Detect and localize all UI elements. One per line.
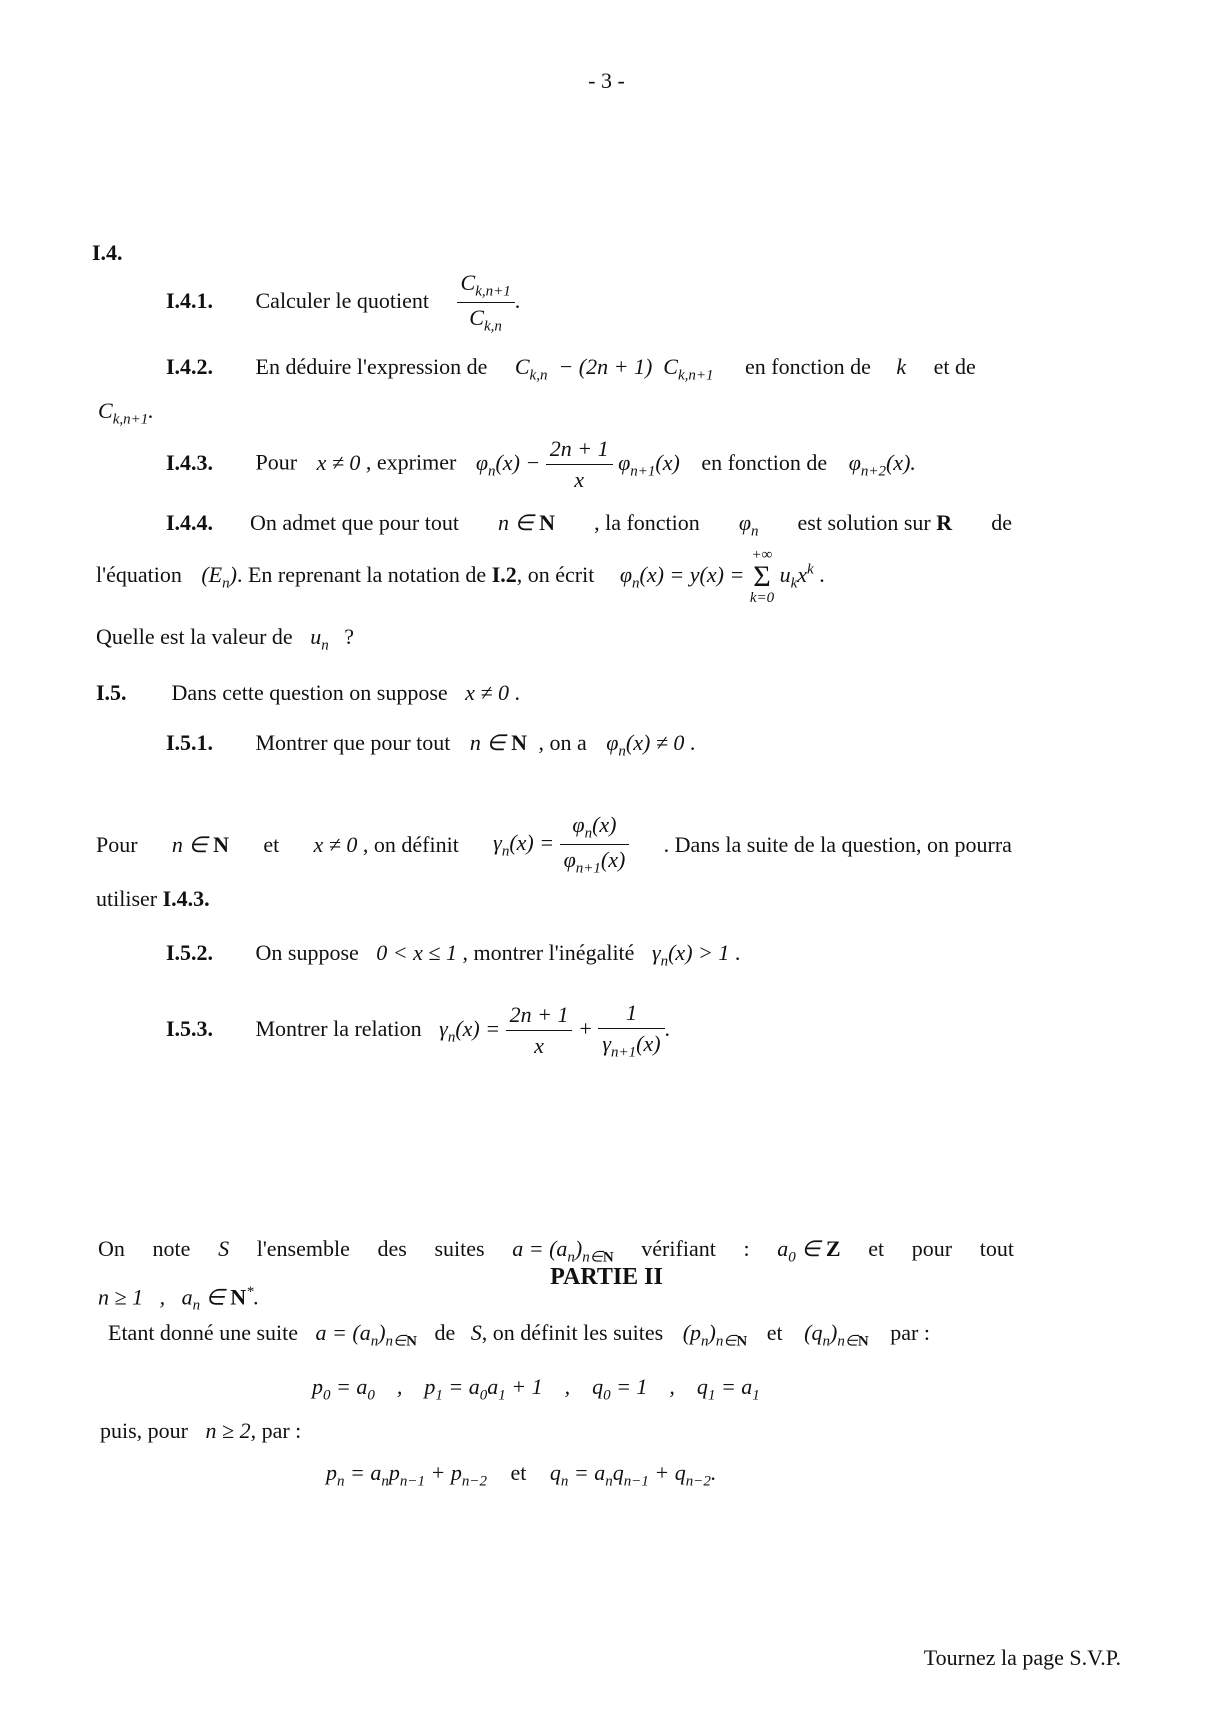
- word-note: note: [152, 1236, 191, 1261]
- question-i44-line3: Quelle est la valeur de $u_n$ ?: [96, 624, 354, 654]
- formula-initial-values: $p_0 = a_0$ , $p_1 = a_0a_1 + 1$ , $q_0 = 1$ , $q_1 = a_1$: [312, 1374, 760, 1404]
- page-number: - 3 -: [588, 68, 625, 93]
- question-mark: ?: [344, 624, 354, 649]
- question-text: On suppose: [255, 940, 359, 965]
- question-text: En déduire l'expression de: [255, 354, 488, 379]
- question-text: Calculer le quotient: [255, 287, 429, 313]
- def-et: et: [263, 831, 280, 857]
- question-i53: I.5.3. Montrer la relation $\gamma_n(x)$ = $\frac{2n + 1}{x}$ + $\frac{1}{\gamma_{n+1}(x)}$ .: [166, 1000, 671, 1061]
- section-heading-i4: I.4.: [92, 240, 123, 265]
- text-par: par :: [890, 1320, 930, 1345]
- question-i42: I.4.2. En déduire l'expression de $C_{k,n} - (2n + 1)$ $C_{k,n+1}$ en fonction de k et de: [166, 354, 976, 384]
- question-i43: I.4.3. Pour x ≠ 0 , exprimer $\varphi_n(x)$ − $\frac{2n + 1}{x}$ $\varphi_{n+1}(x)$ en fonction de $\varphi_{n+2}(x)$.: [166, 436, 916, 492]
- section-heading-i5: I.5.: [96, 680, 127, 705]
- text-etant: Etant donné une suite: [108, 1320, 299, 1345]
- question-text: Quelle est la valeur de: [96, 624, 293, 649]
- word-pour: pour: [911, 1236, 953, 1261]
- question-text: Montrer que pour tout: [255, 730, 451, 755]
- question-i44-line1: I.4.4. On admet que pour tout n ∈ N , la fonction $\varphi_n$ est solution sur R de: [166, 510, 1012, 540]
- formula-phi-expression: $\varphi_n(x)$ − $\frac{2n + 1}{x}$ $\varphi_{n+1}(x)$: [475, 436, 680, 492]
- def-text-b: . Dans la suite de la question, on pourra: [663, 831, 1012, 857]
- partie2-line1: On note S l'ensemble des suites $a = (a_n)_{n\in N}$ vérifiant : $a_0$ ∈ Z et pour tout: [98, 1236, 1014, 1266]
- question-label: I.4.3.: [166, 449, 214, 475]
- word-verifiant: vérifiant: [641, 1236, 716, 1261]
- definition-gamma: Pour n ∈ N et x ≠ 0 , on définit $\gamma_n(x)$ = $\frac{\varphi_n(x)}{\varphi_{n+1}(x)}$ . Dans la suite de la question, on pourra: [96, 812, 1012, 877]
- reference-i2: I.2: [491, 562, 517, 588]
- question-text-c: , on écrit: [516, 562, 595, 588]
- text-de: de: [434, 1320, 456, 1345]
- question-label: I.5.2.: [166, 940, 214, 965]
- formula-gamma-def: $\gamma_n(x)$ = $\frac{\varphi_n(x)}{\varphi_{n+1}(x)}$: [493, 812, 629, 878]
- question-text-b: , on a: [538, 730, 587, 755]
- question-i41: I.4.1. Calculer le quotient $\frac{C_{k,n+1}}{C_{k,n}}$ .: [166, 270, 521, 335]
- symbol-S: S: [218, 1236, 230, 1261]
- question-i51: I.5.1. Montrer que pour tout n ∈ N , on a $\varphi_n(x) \ne 0$ .: [166, 730, 696, 760]
- word-tout: tout: [979, 1236, 1014, 1261]
- question-text: On admet que pour tout: [250, 510, 459, 535]
- formula-gamma-relation: $\gamma_n(x)$ = $\frac{2n + 1}{x}$ + $\frac{1}{\gamma_{n+1}(x)}$: [439, 1016, 664, 1041]
- word-ensemble: l'ensemble: [256, 1236, 350, 1261]
- formula-recurrence: $p_n = a_np_{n-1} + p_{n-2}$ et $q_n = a_nq_{n-1} + q_{n-2}$.: [326, 1460, 717, 1490]
- definition-gamma-line2: [96, 886, 210, 912]
- question-text-b: . En reprenant la notation de: [236, 562, 487, 588]
- word-on: On: [98, 1236, 125, 1261]
- def-pour: Pour: [96, 831, 138, 857]
- symbol-R: R: [936, 510, 953, 535]
- question-label: I.5.3.: [166, 1015, 214, 1041]
- question-text-b: , la fonction: [594, 510, 700, 535]
- footer-turn-page: Tournez la page S.V.P.: [923, 1645, 1121, 1670]
- question-text-b: , montrer l'inégalité: [462, 940, 635, 965]
- question-label: I.4.4.: [166, 510, 214, 535]
- text-et: et: [510, 1460, 527, 1485]
- word-suites: suites: [434, 1236, 485, 1261]
- question-label: I.4.1.: [166, 287, 214, 313]
- question-text: l'équation: [96, 562, 182, 588]
- formula-quotient: $\frac{C_{k,n+1}}{C_{k,n}}$: [457, 270, 515, 336]
- reference-i43: I.4.3.: [162, 886, 210, 911]
- def-utiliser: utiliser: [96, 886, 158, 911]
- formula-expression: $C_{k,n} - (2n + 1)$ $C_{k,n+1}$: [514, 354, 714, 384]
- question-label: I.5.1.: [166, 730, 214, 755]
- question-pour: Pour: [255, 449, 298, 475]
- question-text-d: de: [991, 510, 1012, 535]
- question-i52: I.5.2. On suppose 0 < x ≤ 1 , montrer l'inégalité $\gamma_n(x) > 1$ .: [166, 940, 741, 970]
- question-text-mid: en fonction de: [745, 354, 871, 379]
- text-par: , par :: [250, 1418, 302, 1443]
- word-des: des: [377, 1236, 407, 1261]
- question-text: , exprimer: [365, 449, 457, 475]
- def-text: , on définit: [362, 831, 459, 857]
- question-text-after: en fonction de: [701, 449, 828, 475]
- colon: :: [743, 1236, 750, 1261]
- question-label: I.4.2.: [166, 354, 214, 379]
- partie2-line3: puis, pour n ≥ 2, par :: [100, 1418, 302, 1443]
- word-et: et: [868, 1236, 885, 1261]
- question-text-et: et de: [933, 354, 976, 379]
- text-puis: puis, pour: [100, 1418, 188, 1443]
- formula-ck-n1: $C_{k,n+1}$.: [98, 398, 154, 428]
- section-intro: Dans cette question on suppose: [171, 680, 448, 705]
- formula-series: $\varphi_n(x) = y(x)$ = +∞ Σ k=0 $u_kx^k$: [619, 547, 814, 606]
- text-definit: , on définit les suites: [481, 1320, 664, 1345]
- partie2-line1b: n ≥ 1 , $a_n$ ∈ N*.: [98, 1284, 260, 1314]
- section-i5: I.5. Dans cette question on suppose x ≠ 0 .: [96, 680, 521, 705]
- question-text-c: est solution sur: [797, 510, 931, 535]
- partie-title: PARTIE II: [550, 1264, 663, 1290]
- question-text: Montrer la relation: [255, 1015, 422, 1041]
- question-i44-line2: l'équation $(E_n)$. En reprenant la notation de I.2, on écrit $\varphi_n(x) = y(x)$ = +∞ Σ k=0 $u_kx^k$ .: [96, 547, 825, 606]
- text-et: et: [766, 1320, 783, 1345]
- partie2-line2: Etant donné une suite $a = (a_n)_{n\in N}$ de S, on définit les suites $(p_n)_{n\in N}$ et $(q_n)_{n\in N}$ par :: [108, 1320, 930, 1350]
